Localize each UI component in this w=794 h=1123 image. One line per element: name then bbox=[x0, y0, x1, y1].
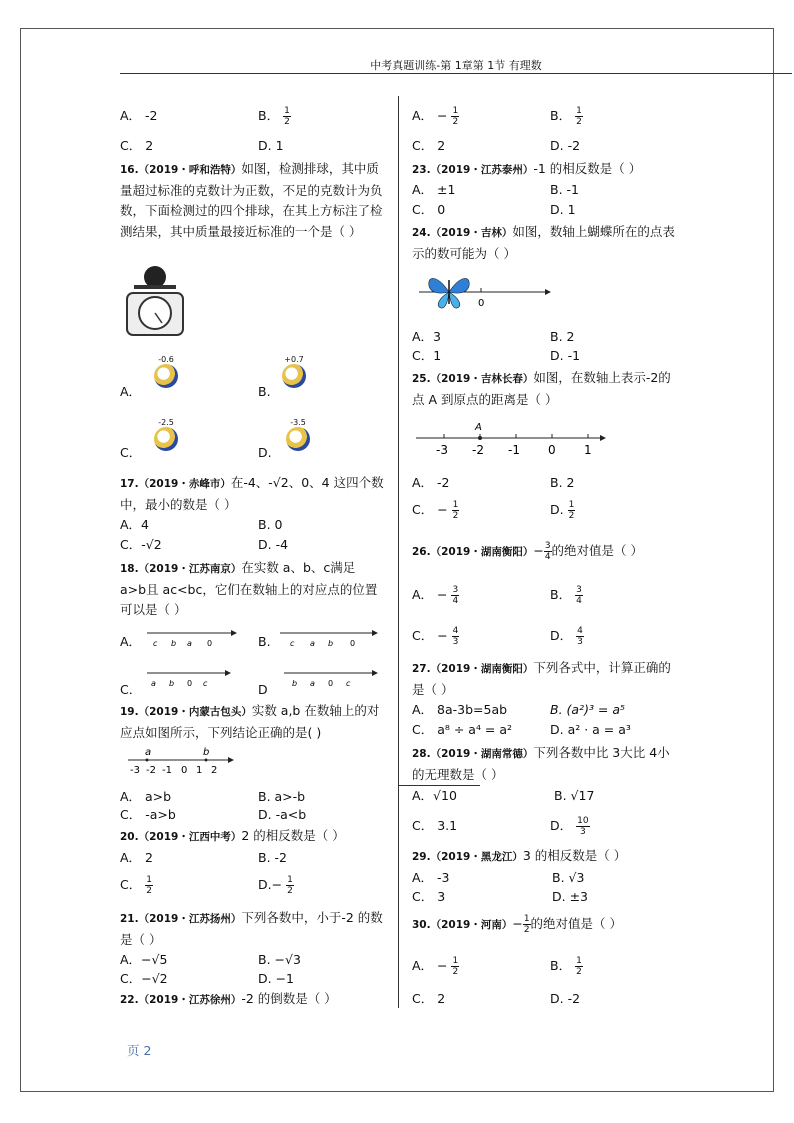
option-d: D.− $\frac{1}{2}$ bbox=[258, 875, 293, 896]
option-d: D． $\frac{10}{3}$ bbox=[550, 816, 589, 837]
tick-label: -1 bbox=[162, 765, 172, 776]
option-a: A． ±1 bbox=[412, 182, 456, 197]
line-label: a bbox=[310, 639, 315, 648]
option-b: B． $\frac{1}{2}$ bbox=[550, 106, 582, 127]
option-d: D. bbox=[258, 445, 272, 460]
question-18: 18.（2019・江苏南京）在实数 a、b、c满足 a>b且 ac<bc，它们在数轴上的对应点的位置可以是（ ） bbox=[120, 560, 378, 617]
question-29: 29.（2019・黑龙江）3 的相反数是（ ） bbox=[412, 848, 627, 863]
option-c: C． 2 bbox=[120, 138, 154, 153]
option-d: D. 1 bbox=[550, 202, 576, 217]
fraction: $\frac{1}{2}$ bbox=[284, 106, 290, 127]
option-a: A． − $\frac{1}{2}$ bbox=[412, 106, 459, 127]
option-a: A． 8a-3b=5ab bbox=[412, 702, 508, 717]
option-b: B． $\frac{1}{2}$ bbox=[258, 106, 290, 127]
option-c: C． bbox=[120, 445, 142, 460]
butterfly-icon bbox=[429, 278, 470, 308]
question-27: 27.（2019・湖南衡阳）下列各式中，计算正确的是（ ） bbox=[412, 660, 671, 697]
question-21: 21.（2019・江苏扬州）下列各数中，小于-2 的数是（ ） bbox=[120, 910, 383, 947]
option-a: A．3 bbox=[412, 329, 442, 344]
line-label: c bbox=[153, 639, 158, 648]
line-label: a bbox=[310, 679, 315, 688]
line-label: 0 bbox=[187, 679, 193, 688]
option-a: A．√10 bbox=[412, 788, 457, 803]
option-b: B. bbox=[258, 634, 271, 649]
option-c: C．1 bbox=[412, 348, 442, 363]
fraction: $\frac{4}{3}$ bbox=[577, 626, 583, 647]
fraction: $\frac{4}{3}$ bbox=[452, 626, 459, 647]
line-label: 0 bbox=[328, 679, 334, 688]
line-label: c bbox=[290, 639, 295, 648]
fraction: $\frac{1}{2}$ bbox=[576, 956, 582, 977]
column-divider bbox=[398, 96, 399, 1008]
option-c: C． 0 bbox=[412, 202, 446, 217]
number-line-b bbox=[278, 626, 378, 650]
page-header: 中考真题训练-第 1章第 1节 有理数 bbox=[370, 59, 542, 72]
fraction: $\frac{1}{2}$ bbox=[576, 106, 582, 127]
point-A-label: A bbox=[475, 422, 482, 433]
option-a: A． − $\frac{3}{4}$ bbox=[412, 585, 459, 606]
option-d: D bbox=[258, 682, 268, 694]
question-20: 20.（2019・江西中考）2 的相反数是（ ） bbox=[120, 828, 345, 843]
line-label: a bbox=[187, 639, 192, 648]
scale-image bbox=[124, 265, 186, 337]
fraction: $\frac{3}{4}$ bbox=[452, 585, 459, 606]
option-b: B． $\frac{1}{2}$ bbox=[550, 956, 582, 977]
question-19: 19.（2019・内蒙古包头）实数 a,b 在数轴上的对应点如图所示，下列结论正确的是( ) bbox=[120, 703, 380, 740]
option-a: A． -2 bbox=[412, 475, 450, 490]
option-c: C． bbox=[120, 682, 142, 694]
option-b: B. √3 bbox=[552, 870, 585, 885]
question-24: 24.（2019・吉林）如图，数轴上蝴蝶所在的点表示的数可能为（ ） bbox=[412, 224, 675, 261]
fraction: $\frac{1}{2}$ bbox=[452, 500, 459, 521]
number-line-A bbox=[414, 418, 606, 460]
option-b: B. 2 bbox=[550, 475, 575, 490]
fraction: $\frac{1}{2}$ bbox=[452, 956, 459, 977]
fraction: $\frac{3}{4}$ bbox=[576, 585, 582, 606]
option-d: D. ±3 bbox=[552, 889, 588, 904]
fraction: $\frac{1}{2}$ bbox=[523, 914, 530, 935]
option-c: C． 3 bbox=[412, 889, 446, 904]
volleyball-d: -3.5 bbox=[280, 418, 316, 458]
option-c: C．−√2 bbox=[120, 971, 168, 986]
fraction: $\frac{10}{3}$ bbox=[577, 816, 589, 837]
tick-label: -2 bbox=[472, 443, 484, 457]
option-b: B. (a²)³ = a⁵ bbox=[550, 702, 626, 717]
option-c: C． 3.1 bbox=[412, 818, 458, 833]
option-d: D. -2 bbox=[550, 991, 581, 1006]
tick-label: 1 bbox=[584, 443, 592, 457]
fraction: $\frac{3}{4}$ bbox=[544, 541, 551, 562]
option-c: C． -a>b bbox=[120, 807, 176, 822]
option-d: D. -1 bbox=[550, 348, 581, 363]
option-d: D. −1 bbox=[258, 971, 294, 986]
line-label: b bbox=[169, 679, 175, 688]
option-b: B. −√3 bbox=[258, 952, 301, 967]
option-a: A． -3 bbox=[412, 870, 450, 885]
option-d: D. $\frac{1}{2}$ bbox=[550, 500, 575, 521]
tick-label: -3 bbox=[436, 443, 448, 457]
question-16: 16.（2019・呼和浩特）如图，检测排球，其中质量超过标准的克数计为正数，不足的克数计为负数，下面检测过的四个排球，在其上方标注了检测结果，其中质量最接近标准的一个是（ ） bbox=[120, 161, 383, 239]
option-d: D. -4 bbox=[258, 537, 289, 552]
tick-label: 0 bbox=[181, 765, 188, 776]
fraction: $\frac{1}{2}$ bbox=[287, 875, 293, 896]
option-c: C． 2 bbox=[412, 991, 446, 1006]
option-b: B． $\frac{3}{4}$ bbox=[550, 585, 582, 606]
option-b: B. 0 bbox=[258, 517, 283, 532]
volleyball-b: +0.7 bbox=[276, 355, 312, 395]
option-a: A． -2 bbox=[120, 108, 158, 123]
volleyball-c: -2.5 bbox=[148, 418, 184, 458]
line-label: 0 bbox=[350, 639, 356, 648]
option-b: B. bbox=[258, 384, 271, 399]
option-c: C． a⁸ ÷ a⁴ = a² bbox=[412, 722, 513, 737]
option-c: C． $\frac{1}{2}$ bbox=[120, 875, 152, 896]
question-28: 28.（2019・湖南常德）下列各数中比 3大比 4小的无理数是（ ） bbox=[412, 745, 670, 782]
option-b: B. a>-b bbox=[258, 789, 306, 804]
line-label: b bbox=[171, 639, 177, 648]
option-a: A． 2 bbox=[120, 850, 153, 865]
option-d: D. -a<b bbox=[258, 807, 307, 822]
butterfly-number-line bbox=[417, 272, 553, 312]
option-c: C． − $\frac{1}{2}$ bbox=[412, 500, 459, 521]
line-label: c bbox=[346, 679, 351, 688]
number-line-ab bbox=[124, 744, 234, 776]
option-a: A． bbox=[120, 634, 142, 649]
option-a: A．4 bbox=[120, 517, 150, 532]
fraction: $\frac{1}{2}$ bbox=[568, 500, 575, 521]
number-line-d bbox=[282, 666, 378, 690]
option-d: D. 1 bbox=[258, 138, 284, 153]
tick-label: 0 bbox=[548, 443, 556, 457]
option-c: C．-√2 bbox=[120, 537, 162, 552]
option-b: B. 2 bbox=[550, 329, 575, 344]
option-b: B. -1 bbox=[550, 182, 579, 197]
question-23: 23.（2019・江苏泰州）-1 的相反数是（ ） bbox=[412, 161, 642, 176]
option-d: D． $\frac{4}{3}$ bbox=[550, 626, 583, 647]
option-a: A． a>b bbox=[120, 789, 172, 804]
option-a: A． bbox=[120, 384, 142, 399]
fraction: $\frac{1}{2}$ bbox=[146, 875, 152, 896]
line-label: b bbox=[292, 679, 298, 688]
number-line-c bbox=[145, 666, 231, 690]
tick-label: 2 bbox=[211, 765, 218, 776]
option-c: C． 2 bbox=[412, 138, 446, 153]
line-label: b bbox=[328, 639, 334, 648]
zero-label: 0 bbox=[478, 298, 485, 309]
question-22: 22.（2019・江苏徐州）-2 的倒数是（ ） bbox=[120, 991, 337, 1006]
question-30: 30.（2019・河南）− $\frac{1}{2}$ 的绝对值是（ ） bbox=[412, 914, 623, 935]
question-17: 17.（2019・赤峰市）在-4、-√2、0、4 这四个数中，最小的数是（ ） bbox=[120, 475, 384, 512]
line-label: c bbox=[203, 679, 208, 688]
volleyball-a: -0.6 bbox=[148, 355, 184, 395]
point-b-label: b bbox=[203, 747, 210, 758]
option-c: C． − $\frac{4}{3}$ bbox=[412, 626, 459, 647]
tick-label: 1 bbox=[196, 765, 203, 776]
line-label: 0 bbox=[207, 639, 213, 648]
header-rule bbox=[120, 73, 792, 74]
option-a: A．−√5 bbox=[120, 952, 168, 967]
option-b: B. √17 bbox=[554, 788, 595, 803]
question-26: 26.（2019・湖南衡阳）− $\frac{3}{4}$ 的绝对值是（ ） bbox=[412, 541, 644, 562]
number-line-a bbox=[145, 626, 237, 650]
question-25: 25.（2019・吉林长春）如图，在数轴上表示-2的点 A 到原点的距离是（ ） bbox=[412, 370, 671, 407]
tick-label: -1 bbox=[508, 443, 520, 457]
tick-label: -2 bbox=[146, 765, 156, 776]
fraction: $\frac{1}{2}$ bbox=[452, 106, 459, 127]
option-d: D. -2 bbox=[550, 138, 581, 153]
page-number: 页 2 bbox=[127, 1043, 152, 1058]
tick-label: -3 bbox=[130, 765, 140, 776]
point-a-label: a bbox=[145, 747, 152, 758]
option-a: A． − $\frac{1}{2}$ bbox=[412, 956, 459, 977]
line-label: a bbox=[151, 679, 156, 688]
option-b: B. -2 bbox=[258, 850, 287, 865]
option-d: D. a² · a = a³ bbox=[550, 722, 631, 737]
